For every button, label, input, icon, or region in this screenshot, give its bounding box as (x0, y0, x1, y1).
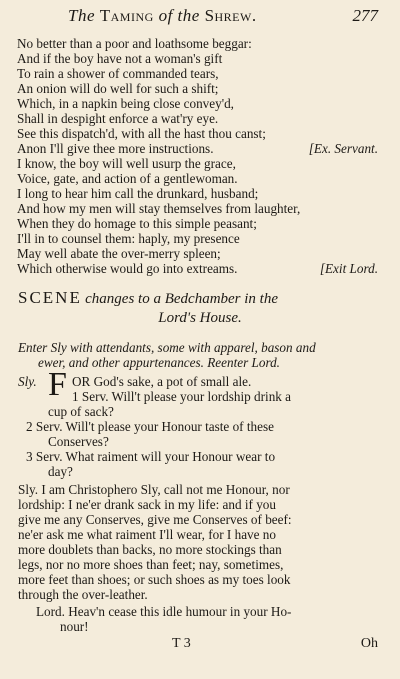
sly-speech-line: more doublets than backs, no more stockings than (18, 542, 282, 557)
signature-mark: T 3 (172, 636, 191, 651)
stage-direction-exit-lord: [Exit Lord. (319, 261, 378, 276)
servant-2-line: 2 Serv. Will't please your Honour taste of these (26, 419, 274, 434)
verse-line: To rain a shower of commanded tears, (17, 66, 219, 81)
verse-line: I'll in to counsel them: haply, my presence (17, 231, 240, 246)
scene-heading-text-2: Lord's House. (158, 310, 242, 326)
servant-1-line: 1 Serv. Will't please your lordship drink a (72, 389, 292, 404)
verse-line: May well abate the over-merry spleen; (17, 246, 221, 261)
scene-heading-line-2 (0, 308, 400, 328)
verse-line: Voice, gate, and action of a gentlewoman. (17, 171, 238, 186)
verse-line: And if the boy have not a woman's gift (17, 51, 223, 66)
sly-speech-line: legs, nor no more shoes than feet; nay, sometimes, (18, 557, 284, 572)
servant-3-line-cont: day? (48, 464, 73, 479)
verse-line: Which otherwise would go into extreams. (17, 261, 238, 276)
sly-speech-line: more feet than shoes; or such shoes as my toes look (18, 572, 291, 587)
servant-3-line: 3 Serv. What raiment will your Honour wear to (26, 449, 276, 464)
sly-speech-line: ne'er ask me what raiment I'll wear, for I have no (18, 527, 276, 542)
sly-speech-line: Sly. I am Christophero Sly, call not me Honour, nor (18, 482, 290, 497)
page-number: 277 (352, 6, 378, 25)
scene-label: SCENE (18, 288, 82, 307)
entry-direction: Enter Sly with attendants, some with apparel, bason and (18, 340, 316, 355)
verse-line: Shall in despight enforce a wat'ry eye. (17, 111, 219, 126)
stage-direction-ex-servant: [Ex. Servant. (308, 141, 378, 156)
running-header (48, 6, 378, 28)
scene-heading-text-1: changes to a Bedchamber in the (85, 291, 279, 307)
verse-line: I long to hear him call the drunkard, husband; (17, 186, 259, 201)
entry-direction: ewer, and other appurtenances. Reenter Lord. (38, 355, 280, 370)
drop-cap: F (48, 366, 67, 403)
verse-line: I know, the boy will well usurp the grace, (17, 156, 236, 171)
lord-line: Lord. Heav'n cease this idle humour in your Ho- (36, 604, 292, 619)
title-word-of-the: of the (158, 6, 200, 25)
lord-line-cont: nour! (60, 619, 89, 634)
servant-2-line-cont: Conserves? (48, 434, 109, 449)
speaker-sly: Sly. (18, 374, 37, 389)
scene-heading (18, 288, 388, 309)
verse-line: Which, in a napkin being close convey'd, (17, 96, 234, 111)
title-word-the: The (68, 6, 95, 25)
sly-speech-line: lordship: I ne'er drank sack in my life: and if you (18, 497, 276, 512)
running-title (68, 6, 257, 26)
catchword: Oh (360, 636, 378, 651)
verse-line: See this dispatch'd, with all the hast thou canst; (17, 126, 266, 141)
sly-speech-line: through the over-leather. (18, 587, 148, 602)
verse-line: And how my men will stay themselves from laughter, (17, 201, 301, 216)
verse-line: Anon I'll give thee more instructions. (17, 141, 214, 156)
sly-line-1: OR God's sake, a pot of small ale. (72, 374, 252, 389)
verse-line: No better than a poor and loathsome beggar: (17, 36, 252, 51)
verse-line: When they do homage to this simple peasant; (17, 216, 257, 231)
title-word-shrew: Shrew. (204, 6, 257, 25)
sly-speech-line: give me any Conserves, give me Conserves of beef: (18, 512, 292, 527)
verse-line: An onion will do well for such a shift; (17, 81, 219, 96)
title-word-taming: Taming (99, 6, 154, 25)
servant-1-line-cont: cup of sack? (48, 404, 114, 419)
